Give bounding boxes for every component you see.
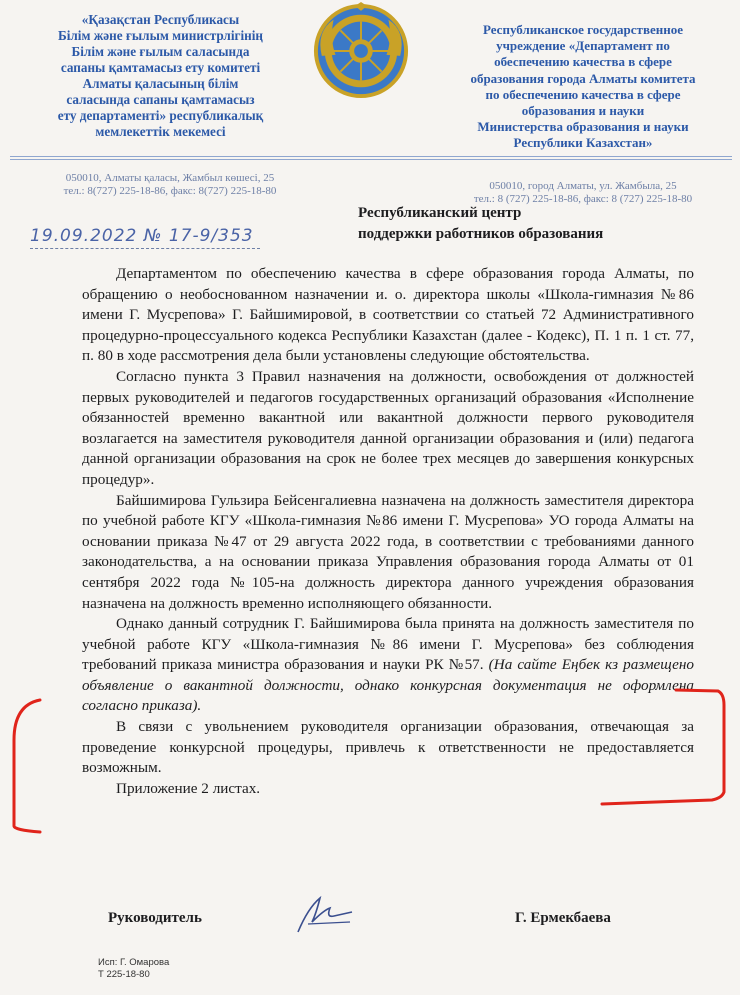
header-right-line: учреждение «Департамент по — [496, 38, 670, 54]
header-right-line: образования города Алматы комитета — [470, 70, 696, 86]
paragraph-text: Однако данный сотрудник Г. Байшимирова была принята на должность заместителя по учебной работе КГУ «Школа-гимназия №86 имени Г. Мусрепова» без соблюдения требований приказа министра образования и науки РК №57. — [82, 615, 694, 674]
header-left-line: сапаны қамтамасыз ету комитеті — [60, 60, 261, 75]
header-right-line: Министерства образования и науки — [477, 119, 689, 135]
header-right-russian — [448, 22, 718, 152]
executor-footer — [98, 957, 169, 981]
header-divider — [10, 156, 732, 157]
header-left-line: саласында сапаны қамтамасыз — [66, 92, 255, 107]
header-left-line: мемлекеттік мекемесі — [95, 124, 226, 139]
handwritten-signature-icon — [290, 888, 370, 938]
paragraph: В связи с увольнением руководителя организации образования, отвечающая за проведение конкурсной процедуры, привлечь к ответственности не предоставляется возможным. — [82, 718, 694, 777]
footer-line: Т 225-18-80 — [98, 969, 150, 980]
header-left-kazakh — [18, 12, 303, 140]
header-right-line: образования и науки — [521, 103, 645, 119]
header-left-line: Білім және ғылым министрлігінің — [58, 28, 263, 43]
address-line: тел.: 8(727) 225-18-86, факс: 8(727) 225-18-80 — [63, 185, 277, 197]
header-right-line: по обеспечению качества в сфере — [485, 86, 681, 102]
paragraph-italic-note: (На сайте Еңбек кз размещено объявление о вакантной должности, однако конкурсная документация не оформлена согласно приказа). — [82, 656, 694, 715]
recipient — [358, 203, 678, 245]
header-left-line: Білім және ғылым саласында — [71, 44, 250, 59]
paragraph-highlighted — [82, 614, 694, 717]
header-right-line: Республиканское государственное — [482, 22, 683, 37]
address-line: тел.: 8 (727) 225-18-86, факс: 8 (727) 225-18-80 — [473, 193, 693, 205]
header-left-line: ету департаменті» республикалық — [57, 108, 264, 123]
header-divider — [10, 159, 732, 160]
paragraph: Байшимирова Гульзира Бейсенгалиевна назначена на должность заместителя директора по учебной работе КГУ «Школа-гимназия №86 имени Г. Мусрепова» УО города Алматы на основании приказа №47 от 29 августа 2022 года, в соответствии с требованиями данного законодательства, а на основании приказа Управления образования города Алматы от 01 сентября 2022 года №105-на должность директора данного учреждения образования назначена на должность временно исполняющего обязанности. — [82, 491, 694, 612]
signatory-name: Г. Ермекбаева — [515, 910, 611, 926]
address-line: 050010, Алматы қаласы, Жамбыл көшесі, 25 — [65, 172, 275, 184]
letter-body — [82, 264, 694, 799]
recipient-line: Республиканский центр — [358, 205, 522, 221]
header-right-line: Республики Казахстан» — [513, 135, 653, 151]
paragraph: Департаментом по обеспечению качества в сфере образования города Алматы, по обращению о необоснованном назначении и. о. директора школы «Школа-гимназия №86 имени Г. Мусрепова» Г. Байшимировой, в соответствии со статьей 72 Административного процедурно-процессуального кодекса Республики Казахстан (далее - Кодекс), П. 1 п. 1 ст. 77, п. 80 в ходе рассмотрения дела были установлены следующие обстоятельства. — [82, 265, 694, 365]
header-left-line: «Қазақстан Республикасы — [81, 12, 240, 27]
address-left — [30, 172, 310, 198]
signatory-title: Руководитель — [108, 910, 202, 926]
header-right-line: обеспечению качества в сфере — [494, 54, 672, 70]
paragraph: Согласно пункта 3 Правил назначения на должности, освобождения от должностей первых руководителей и педагогов государственных организаций образования «Исполнение обязанностей временно вакантной или вакантной должности первого руководителя возлагается на заместителя руководителя данной организации образования и (или) педагога данной организации образования на срок не более трех месяцев до завершения конкурсных процедур». — [82, 367, 694, 488]
footer-line: Исп: Г. Омарова — [98, 957, 170, 968]
recipient-line: поддержки работников образования — [358, 226, 604, 242]
outgoing-number: 19.09.2022 № 17-9/353 — [30, 226, 254, 246]
header-left-line: Алматы қаласының білім — [82, 76, 239, 91]
address-line: 050010, город Алматы, ул. Жамбыла, 25 — [489, 180, 677, 192]
state-emblem-icon — [312, 2, 410, 100]
outgoing-number-underline — [30, 248, 260, 249]
attachment-note: Приложение 2 листах. — [116, 779, 261, 797]
